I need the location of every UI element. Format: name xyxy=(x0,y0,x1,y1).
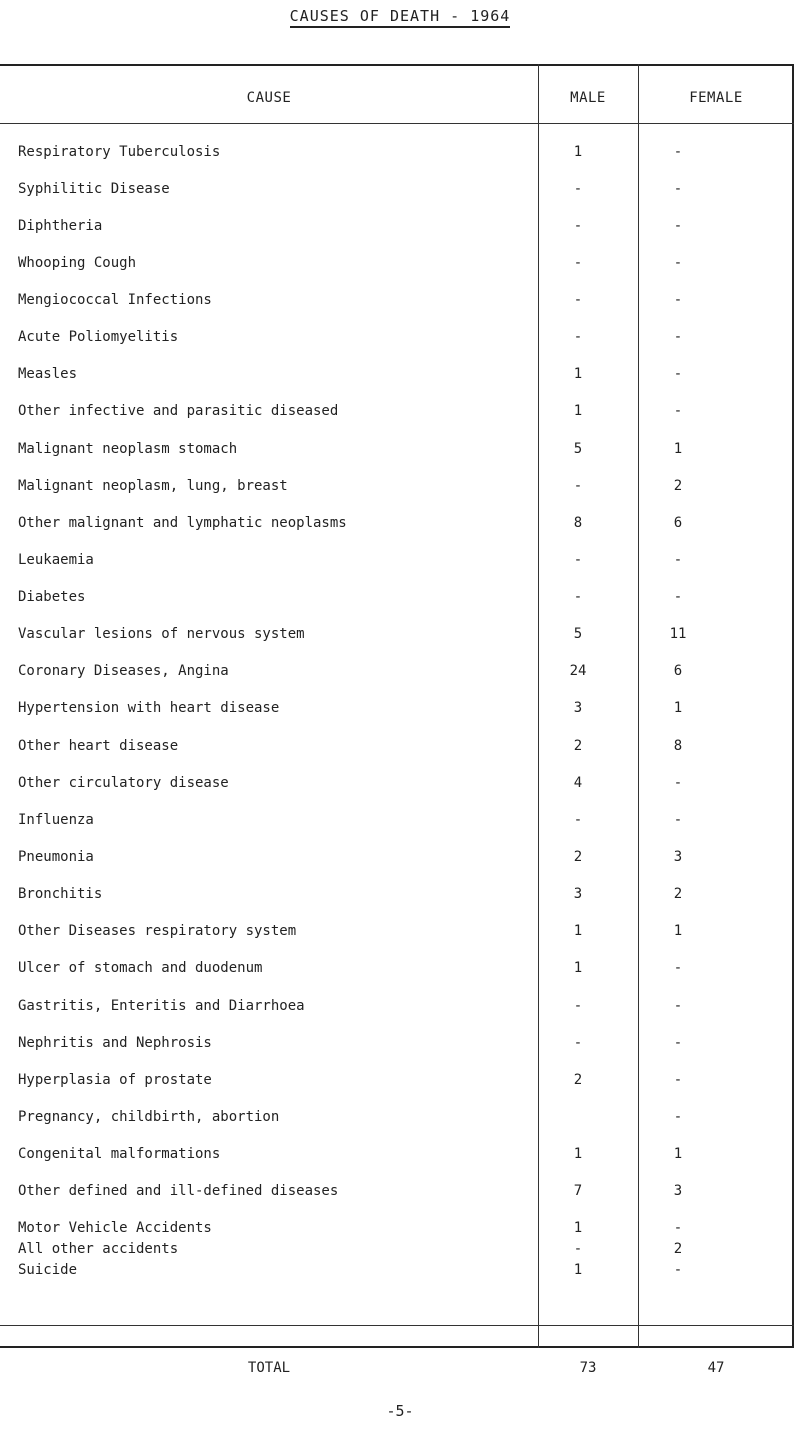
cause-cell: Pregnancy, childbirth, abortion xyxy=(18,1109,280,1125)
table-row xyxy=(0,700,794,720)
male-cell: 4 xyxy=(573,775,583,791)
female-cell: 2 xyxy=(673,886,683,902)
total-male: 73 xyxy=(579,1360,597,1376)
male-cell: - xyxy=(573,1241,583,1257)
table-row xyxy=(0,1146,794,1166)
female-cell: - xyxy=(673,403,683,419)
male-cell: 2 xyxy=(573,738,583,754)
female-cell: - xyxy=(673,255,683,271)
male-cell: 8 xyxy=(573,515,583,531)
female-cell: 1 xyxy=(673,1146,683,1162)
cause-cell: Other infective and parasitic diseased xyxy=(18,403,339,419)
female-cell: 8 xyxy=(673,738,683,754)
table-row xyxy=(0,663,794,683)
male-cell: 1 xyxy=(573,1262,583,1278)
male-cell: 1 xyxy=(573,144,583,160)
female-cell: 1 xyxy=(673,700,683,716)
total-label: TOTAL xyxy=(247,1360,291,1376)
table-row xyxy=(0,366,794,386)
table-row xyxy=(0,181,794,201)
cause-cell: Other circulatory disease xyxy=(18,775,229,791)
header-cause: CAUSE xyxy=(246,90,292,106)
cause-cell: Syphilitic Disease xyxy=(18,181,170,197)
female-cell: - xyxy=(673,218,683,234)
female-cell: 3 xyxy=(673,1183,683,1199)
male-cell: - xyxy=(573,255,583,271)
table-row xyxy=(0,923,794,943)
table-row xyxy=(0,849,794,869)
table-row xyxy=(0,1262,794,1282)
header-divider xyxy=(0,123,794,124)
female-cell: - xyxy=(673,144,683,160)
female-cell: 6 xyxy=(673,663,683,679)
female-cell: - xyxy=(673,329,683,345)
table-row xyxy=(0,998,794,1018)
male-cell: - xyxy=(573,552,583,568)
male-cell: - xyxy=(573,218,583,234)
table-row xyxy=(0,1183,794,1203)
cause-cell: Ulcer of stomach and duodenum xyxy=(18,960,263,976)
female-cell: 1 xyxy=(673,441,683,457)
cause-cell: Gastritis, Enteritis and Diarrhoea xyxy=(18,998,305,1014)
male-cell: 1 xyxy=(573,1146,583,1162)
cause-cell: Hypertension with heart disease xyxy=(18,700,280,716)
cause-cell: Other malignant and lymphatic neoplasms xyxy=(18,515,347,531)
female-cell: - xyxy=(673,960,683,976)
total-female: 47 xyxy=(707,1360,725,1376)
cause-cell: Congenital malformations xyxy=(18,1146,221,1162)
male-cell: 5 xyxy=(573,441,583,457)
male-cell: - xyxy=(573,589,583,605)
male-cell: 2 xyxy=(573,849,583,865)
table-row xyxy=(0,255,794,275)
table-row xyxy=(0,886,794,906)
female-cell: 2 xyxy=(673,478,683,494)
cause-cell: Hyperplasia of prostate xyxy=(18,1072,212,1088)
table-row xyxy=(0,738,794,758)
cause-cell: Motor Vehicle Accidents xyxy=(18,1220,212,1236)
table-row xyxy=(0,515,794,535)
cause-cell: Acute Poliomyelitis xyxy=(18,329,179,345)
male-cell: - xyxy=(573,181,583,197)
male-cell: - xyxy=(573,998,583,1014)
table-row xyxy=(0,144,794,164)
female-cell: - xyxy=(673,552,683,568)
female-cell: - xyxy=(673,1072,683,1088)
table-row xyxy=(0,218,794,238)
male-cell: 1 xyxy=(573,1220,583,1236)
cause-cell: Malignant neoplasm, lung, breast xyxy=(18,478,288,494)
female-cell: - xyxy=(673,1035,683,1051)
female-cell: - xyxy=(673,1109,683,1125)
male-cell: 1 xyxy=(573,403,583,419)
female-cell: 6 xyxy=(673,515,683,531)
female-cell: - xyxy=(673,1262,683,1278)
table-row xyxy=(0,329,794,349)
cause-cell: Bronchitis xyxy=(18,886,103,902)
cause-cell: Coronary Diseases, Angina xyxy=(18,663,229,679)
cause-cell: Leukaemia xyxy=(18,552,94,568)
cause-cell: Whooping Cough xyxy=(18,255,137,271)
cause-cell: Other defined and ill-defined diseases xyxy=(18,1183,339,1199)
male-cell: - xyxy=(573,812,583,828)
cause-cell: Influenza xyxy=(18,812,94,828)
header-male: MALE xyxy=(570,90,606,106)
male-cell: 24 xyxy=(569,663,587,679)
female-cell: 3 xyxy=(673,849,683,865)
table-row xyxy=(0,775,794,795)
male-cell: 1 xyxy=(573,923,583,939)
cause-cell: Pneumonia xyxy=(18,849,94,865)
female-cell: - xyxy=(673,998,683,1014)
table-row xyxy=(0,478,794,498)
female-cell: 2 xyxy=(673,1241,683,1257)
table-row xyxy=(0,403,794,423)
cause-cell: Other heart disease xyxy=(18,738,179,754)
page-title: CAUSES OF DEATH - 1964 xyxy=(0,7,800,28)
cause-cell: Measles xyxy=(18,366,78,382)
female-cell: - xyxy=(673,589,683,605)
table-row xyxy=(0,626,794,646)
table-row xyxy=(0,1035,794,1055)
table-row xyxy=(0,292,794,312)
male-cell: - xyxy=(573,329,583,345)
cause-cell: Respiratory Tuberculosis xyxy=(18,144,221,160)
male-cell: 5 xyxy=(573,626,583,642)
cause-cell: Diphtheria xyxy=(18,218,103,234)
cause-cell: Diabetes xyxy=(18,589,86,605)
table-row xyxy=(0,441,794,461)
table-row xyxy=(0,812,794,832)
table-row xyxy=(0,1220,794,1240)
table-row xyxy=(0,552,794,572)
table-row xyxy=(0,1109,794,1129)
female-cell: - xyxy=(673,812,683,828)
cause-cell: Mengiococcal Infections xyxy=(18,292,212,308)
female-cell: - xyxy=(673,292,683,308)
female-cell: - xyxy=(673,775,683,791)
cause-cell: Nephritis and Nephrosis xyxy=(18,1035,212,1051)
female-cell: - xyxy=(673,1220,683,1236)
male-cell: 7 xyxy=(573,1183,583,1199)
cause-cell: Other Diseases respiratory system xyxy=(18,923,297,939)
male-cell: 2 xyxy=(573,1072,583,1088)
male-cell: - xyxy=(573,478,583,494)
header-female: FEMALE xyxy=(689,90,743,106)
female-cell: - xyxy=(673,181,683,197)
male-cell: - xyxy=(573,1035,583,1051)
female-cell: - xyxy=(673,366,683,382)
female-cell: 11 xyxy=(669,626,687,642)
male-cell: 1 xyxy=(573,960,583,976)
cause-cell: Suicide xyxy=(18,1262,78,1278)
table-row xyxy=(0,1072,794,1092)
male-cell: 3 xyxy=(573,886,583,902)
table-row xyxy=(0,589,794,609)
page-number: -5- xyxy=(386,1402,414,1420)
male-cell: 3 xyxy=(573,700,583,716)
male-cell: - xyxy=(573,292,583,308)
table-row xyxy=(0,1241,794,1261)
cause-cell: Malignant neoplasm stomach xyxy=(18,441,238,457)
cause-cell: Vascular lesions of nervous system xyxy=(18,626,305,642)
cause-cell: All other accidents xyxy=(18,1241,179,1257)
female-cell: 1 xyxy=(673,923,683,939)
male-cell: 1 xyxy=(573,366,583,382)
total-divider xyxy=(0,1325,794,1326)
table-row xyxy=(0,960,794,980)
